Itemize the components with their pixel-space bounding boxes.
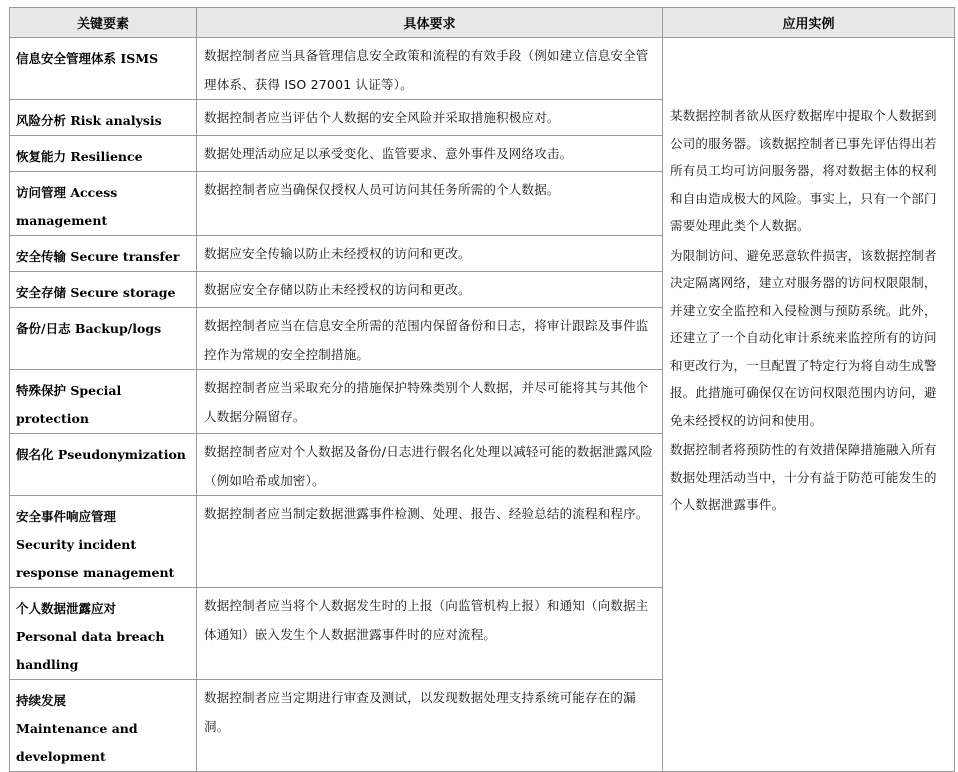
requirement-cell: 数据应安全存储以防止未经授权的访问和更改。 (197, 272, 663, 308)
example-paragraph: 某数据控制者欲从医疗数据库中提取个人数据到公司的服务器。该数据控制者已事先评估得出若所有员工均可访问服务器，将对数据主体的权利和自由造成极大的风险。事实上，只有一个部门需要处理此类个人数据。 (670, 108, 937, 233)
key-element-cell (10, 136, 197, 172)
requirement-cell: 数据控制者应当具备管理信息安全政策和流程的有效手段（例如建立信息安全管理体系、获得 ISO 27001 认证等）。 (197, 38, 663, 100)
requirement-cell: 数据处理活动应足以承受变化、监管要求、意外事件及网络攻击。 (197, 136, 663, 172)
key-element-line: 特殊保护 Special (16, 383, 122, 398)
key-element-cell (10, 38, 197, 100)
key-element-line: 风险分析 Risk analysis (16, 113, 162, 128)
requirement-cell: 数据控制者应对个人数据及备份/日志进行假名化处理以减轻可能的数据泄露风险（例如哈希或加密）。 (197, 434, 663, 496)
key-element-cell (10, 588, 197, 680)
application-example-cell (663, 38, 955, 772)
key-element-line: development (16, 749, 106, 764)
key-element-cell (10, 434, 197, 496)
key-element-line: response management (16, 565, 175, 580)
key-element-line: 信息安全管理体系 ISMS (16, 51, 159, 66)
key-element-line: 安全存储 Secure storage (16, 285, 176, 300)
requirement-cell: 数据控制者应当确保仅授权人员可访问其任务所需的个人数据。 (197, 172, 663, 236)
table-row (10, 38, 955, 100)
requirement-cell: 数据控制者应当制定数据泄露事件检测、处理、报告、经验总结的流程和程序。 (197, 496, 663, 588)
key-element-line: Personal data breach (16, 629, 165, 644)
requirement-cell: 数据控制者应当评估个人数据的安全风险并采取措施积极应对。 (197, 100, 663, 136)
header-row (10, 8, 955, 38)
key-element-line: Security incident (16, 537, 137, 552)
requirement-cell: 数据控制者应当采取充分的措施保护特殊类别个人数据，并尽可能将其与其他个人数据分隔留存。 (197, 370, 663, 434)
key-element-line: management (16, 213, 108, 228)
example-paragraph: 数据控制者将预防性的有效措保障措施融入所有数据处理活动当中，十分有益于防范可能发生的个人数据泄露事件。 (670, 442, 937, 512)
key-element-line: protection (16, 411, 89, 426)
key-element-line: 持续发展 (16, 693, 67, 708)
example-paragraph: 为限制访问、避免恶意软件损害，该数据控制者决定隔离网络，建立对服务器的访问权限限制，并建立安全监控和入侵检测与预防系统。此外，还建立了一个自动化审计系统来监控所有的访问和更改行为，一旦配置了特定行为将自动生成警报。此措施可确保仅在访问权限范围内访问，避免未经授权的访问和使用。 (670, 247, 937, 428)
key-element-cell (10, 308, 197, 370)
key-element-cell (10, 272, 197, 308)
requirement-cell: 数据控制者应当将个人数据发生时的上报（向监管机构上报）和通知（向数据主体通知）嵌入发生个人数据泄露事件时的应对流程。 (197, 588, 663, 680)
key-element-line: 恢复能力 Resilience (16, 149, 143, 164)
key-element-cell (10, 680, 197, 772)
data-security-table (9, 7, 955, 772)
key-element-line: 假名化 Pseudonymization (16, 447, 186, 462)
requirement-cell: 数据控制者应当在信息安全所需的范围内保留备份和日志，将审计跟踪及事件监控作为常规的安全控制措施。 (197, 308, 663, 370)
key-element-line: 安全传输 Secure transfer (16, 249, 180, 264)
header-requirements: 具体要求 (197, 8, 663, 38)
header-key-elements: 关键要素 (10, 8, 197, 38)
key-element-line: 个人数据泄露应对 (16, 601, 117, 616)
key-element-line: Maintenance and (16, 721, 138, 736)
data-security-table-container (9, 7, 955, 772)
key-element-cell (10, 236, 197, 272)
header-example: 应用实例 (663, 8, 955, 38)
key-element-line: handling (16, 657, 79, 672)
key-element-cell (10, 172, 197, 236)
requirement-cell: 数据控制者应当定期进行审查及测试，以发现数据处理支持系统可能存在的漏洞。 (197, 680, 663, 772)
key-element-line: 备份/日志 Backup/logs (16, 321, 162, 336)
key-element-cell (10, 100, 197, 136)
requirement-cell: 数据应安全传输以防止未经授权的访问和更改。 (197, 236, 663, 272)
key-element-line: 访问管理 Access (16, 185, 118, 200)
key-element-line: 安全事件响应管理 (16, 509, 117, 524)
key-element-cell (10, 496, 197, 588)
key-element-cell (10, 370, 197, 434)
